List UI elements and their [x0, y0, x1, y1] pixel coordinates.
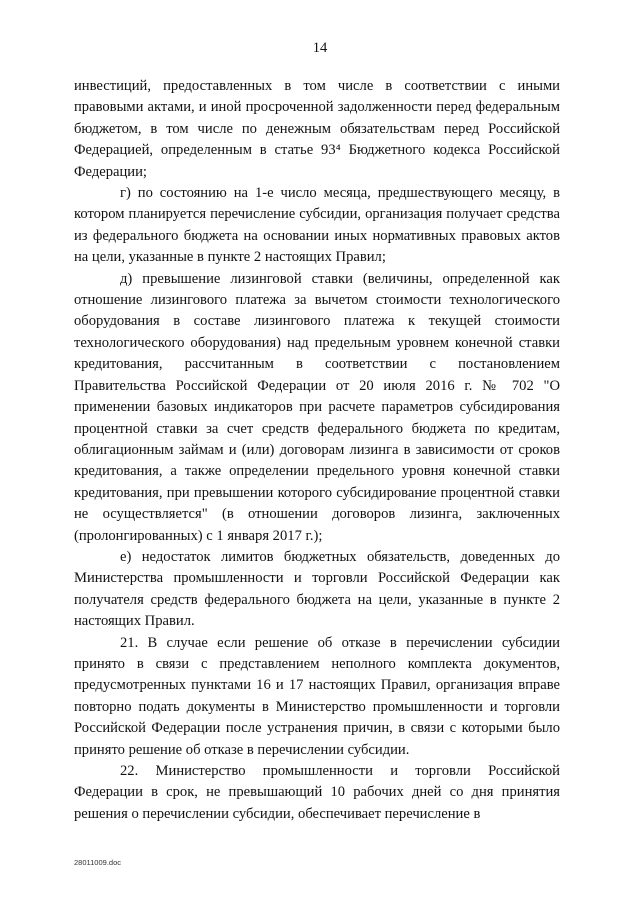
paragraph-item-e: е) недостаток лимитов бюджетных обязательств, доведенных до Министерства промышленности и торговли Российской Федерации как получателя средств федерального бюджета на цели, указанные в пункте 2 настоящих Правил.	[74, 548, 560, 630]
paragraph-continuation: инвестиций, предоставленных в том числе в соответствии с иными правовыми актами, и иной просроченной задолженности перед федеральным бюджетом, в том числе по денежным обязательствам перед Российской Федерацией, определенным в статье 93⁴ Бюджетного кодекса Российской Федерации;	[74, 78, 560, 180]
paragraph-clause-22: 22. Министерство промышленности и торговли Российской Федерации в срок, не превышающий 10 рабочих дней со дня принятия решения о перечислении субсидии, обеспечивает перечисление в	[74, 763, 560, 822]
paragraph-clause-21: 21. В случае если решение об отказе в перечислении субсидии принято в связи с представлением неполного комплекта документов, предусмотренных пунктами 16 и 17 настоящих Правил, организация вправе повторно подать документы в Министерство промышленности и торговли Российской Федерации после устранения причин, в связи с которыми было принято решение об отказе в перечислении субсидии.	[74, 634, 560, 758]
document-body	[74, 76, 560, 825]
paragraph-item-g: г) по состоянию на 1-е число месяца, предшествующего месяцу, в котором планируется перечисление субсидии, организация получает средства из федерального бюджета на основании иных нормативных правовых актов на цели, указанные в пункте 2 настоящих Правил;	[74, 185, 560, 266]
page-number: 14	[312, 40, 328, 56]
paragraph-item-d: д) превышение лизинговой ставки (величины, определенной как отношение лизингового платежа за вычетом стоимости технологического оборудования в составе лизингового платежа к текущей стоимости технологического оборудования) над предельным уровнем конечной ставки кредитования, рассчитанным в соответствии с постановлением Правительства Российской Федерации от 20 июля 2016 г. № 702 "О применении базовых индикаторов при расчете параметров субсидирования процентной ставки за счет средств федерального бюджета по кредитам, облигационным займам и (или) договорам лизинга в зависимости от сроков кредитования, а также определении предельного уровня конечной ставки кредитования, при превышении которого субсидирование процентной ставки не осуществляется" (в отношении договоров лизинга, заключенных (пролонгированных) с 1 января 2017 г.);	[74, 270, 560, 544]
footer-filename: 28011009.doc	[74, 858, 121, 867]
